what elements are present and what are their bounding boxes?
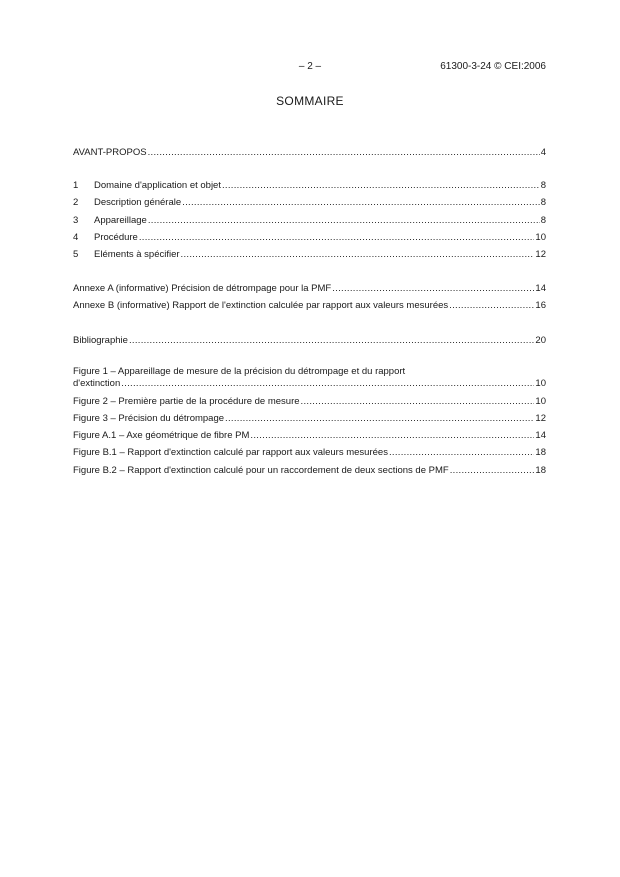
clause-number: 3 xyxy=(73,215,79,226)
toc-figure-1-first-line[interactable]: Figure 1 – Appareillage de mesure de la précision du détrompage et du rapport xyxy=(73,366,406,377)
toc-entry-page: 12 xyxy=(535,413,546,424)
toc-entry-label: Domaine d'application et objet xyxy=(94,180,221,191)
toc-entry-label: d'extinction xyxy=(73,378,121,389)
toc-entry-page: 8 xyxy=(540,197,546,208)
toc-entry-label: Figure 3 – Précision du détrompage xyxy=(73,413,225,424)
toc-entry-bibliography[interactable] xyxy=(73,334,546,347)
toc-entry-annex-a[interactable] xyxy=(73,282,546,295)
dot-leader xyxy=(449,299,534,312)
toc-entry-foreword[interactable] xyxy=(73,146,546,159)
toc-entry-label: AVANT-PROPOS xyxy=(73,147,147,158)
dot-leader xyxy=(129,334,534,347)
toc-entry-clause-3[interactable] xyxy=(73,214,546,227)
dot-leader xyxy=(181,248,535,261)
toc-entry-label: Figure B.1 – Rapport d'extinction calculé par rapport aux valeurs mesurées xyxy=(73,447,388,458)
toc-entry-figure-b1[interactable] xyxy=(73,446,546,459)
toc-entry-page: 8 xyxy=(540,215,546,226)
dot-leader xyxy=(450,464,535,477)
clause-number: 5 xyxy=(73,249,79,260)
toc-entry-figure-a1[interactable] xyxy=(73,429,546,442)
toc-entry-label: Figure A.1 – Axe géométrique de fibre PM xyxy=(73,430,250,441)
clause-number: 2 xyxy=(73,197,79,208)
toc-entry-clause-5[interactable] xyxy=(73,248,546,261)
dot-leader xyxy=(148,214,540,227)
dot-leader xyxy=(301,395,535,408)
clause-number: 1 xyxy=(73,180,79,191)
toc-entry-page: 8 xyxy=(540,180,546,191)
dot-leader xyxy=(148,146,540,159)
toc-entry-label: Eléments à spécifier xyxy=(94,249,180,260)
toc-entry-page: 4 xyxy=(540,147,546,158)
toc-entry-page: 18 xyxy=(535,447,546,458)
toc-entry-page: 10 xyxy=(535,396,546,407)
dot-leader xyxy=(332,282,534,295)
toc-entry-figure-2[interactable] xyxy=(73,395,546,408)
toc-entry-figure-1[interactable] xyxy=(73,377,546,390)
toc-entry-page: 10 xyxy=(535,232,546,243)
toc-entry-page: 20 xyxy=(535,335,546,346)
toc-entry-label: Annexe B (informative) Rapport de l'extinction calculée par rapport aux valeurs mesurées xyxy=(73,300,449,311)
toc-entry-figure-3[interactable] xyxy=(73,412,546,425)
toc-entry-clause-2[interactable] xyxy=(73,196,546,209)
page-title: SOMMAIRE xyxy=(276,94,344,108)
toc-entry-figure-b2[interactable] xyxy=(73,464,546,477)
dot-leader xyxy=(222,179,540,192)
toc-entry-page: 12 xyxy=(535,249,546,260)
toc-entry-annex-b[interactable] xyxy=(73,299,546,312)
dot-leader xyxy=(139,231,535,244)
dot-leader xyxy=(250,429,534,442)
toc-entry-page: 18 xyxy=(535,465,546,476)
dot-leader xyxy=(182,196,540,209)
toc-entry-label: Bibliographie xyxy=(73,335,128,346)
toc-entry-label: Appareillage xyxy=(94,215,147,226)
dot-leader xyxy=(389,446,534,459)
toc-entry-clause-4[interactable] xyxy=(73,231,546,244)
toc-entry-clause-1[interactable] xyxy=(73,179,546,192)
toc-entry-label: Figure B.2 – Rapport d'extinction calculé pour un raccordement de deux sections de PMF xyxy=(73,465,449,476)
document-reference: 61300-3-24 © CEI:2006 xyxy=(440,61,546,72)
toc-entry-label: Description générale xyxy=(94,197,182,208)
toc-entry-label: Procédure xyxy=(94,232,138,243)
dot-leader xyxy=(121,377,534,390)
toc-entry-page: 14 xyxy=(535,430,546,441)
toc-entry-page: 14 xyxy=(535,283,546,294)
toc-entry-page: 16 xyxy=(535,300,546,311)
clause-number: 4 xyxy=(73,232,79,243)
page-number: – 2 – xyxy=(298,61,322,72)
toc-entry-page: 10 xyxy=(535,378,546,389)
toc-entry-label: Annexe A (informative) Précision de détrompage pour la PMF xyxy=(73,283,332,294)
dot-leader xyxy=(225,412,534,425)
toc-entry-label: Figure 2 – Première partie de la procédure de mesure xyxy=(73,396,300,407)
